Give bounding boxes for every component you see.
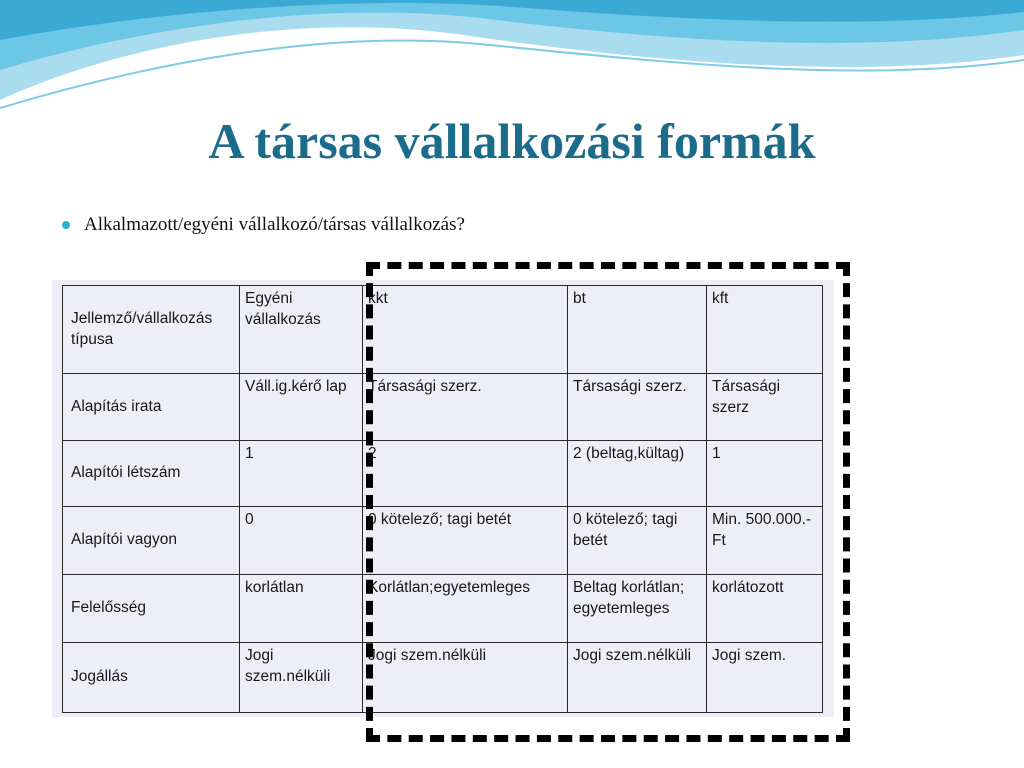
table-cell: 0	[240, 507, 363, 575]
row-label: Jogállás	[63, 643, 240, 713]
row-label: Alapítói létszám	[63, 441, 240, 507]
bullet-text: Alkalmazott/egyéni vállalkozó/társas vállalkozás?	[84, 214, 465, 235]
table-cell: 0 kötelező; tagi betét	[568, 507, 707, 575]
row-label: Alapítói vagyon	[63, 507, 240, 575]
table-cell: 1	[240, 441, 363, 507]
table-cell: Korlátlan;egyetemleges	[363, 575, 568, 643]
bullet-item	[62, 214, 465, 236]
table-cell: Jogi szem.nélküli	[240, 643, 363, 713]
table-cell: Társasági szerz.	[568, 374, 707, 441]
header-cell: kft	[707, 286, 823, 374]
header-cell: kkt	[363, 286, 568, 374]
table-cell: Jogi szem.nélküli	[568, 643, 707, 713]
slide-title: A társas vállalkozási formák	[208, 113, 816, 169]
table-cell: 2	[363, 441, 568, 507]
table-cell: Jogi szem.	[707, 643, 823, 713]
table-cell: korlátlan	[240, 575, 363, 643]
table-row	[63, 643, 823, 713]
table-cell: 2 (beltag,kültag)	[568, 441, 707, 507]
table-cell: Beltag korlátlan; egyetemleges	[568, 575, 707, 643]
row-label: Felelősség	[63, 575, 240, 643]
table-cell: 1	[707, 441, 823, 507]
table-cell: Váll.ig.kérő lap	[240, 374, 363, 441]
table-header-row	[63, 286, 823, 374]
wave-header-decoration	[0, 0, 1024, 120]
table-cell: 0 kötelező; tagi betét	[363, 507, 568, 575]
table-cell: korlátozott	[707, 575, 823, 643]
table-cell: Társasági szerz	[707, 374, 823, 441]
table-row	[63, 441, 823, 507]
table-cell: Min. 500.000.-Ft	[707, 507, 823, 575]
row-label: Alapítás irata	[63, 374, 240, 441]
table-cell: Jogi szem.nélküli	[363, 643, 568, 713]
table-row	[63, 575, 823, 643]
header-cell: Egyéni vállalkozás	[240, 286, 363, 374]
table-row	[63, 507, 823, 575]
bullet-icon	[62, 221, 70, 229]
table-row	[63, 374, 823, 441]
business-forms-table	[62, 285, 823, 713]
header-cell: bt	[568, 286, 707, 374]
table-cell: Társasági szerz.	[363, 374, 568, 441]
header-label-cell: Jellemző/vállalkozás típusa	[63, 286, 240, 374]
